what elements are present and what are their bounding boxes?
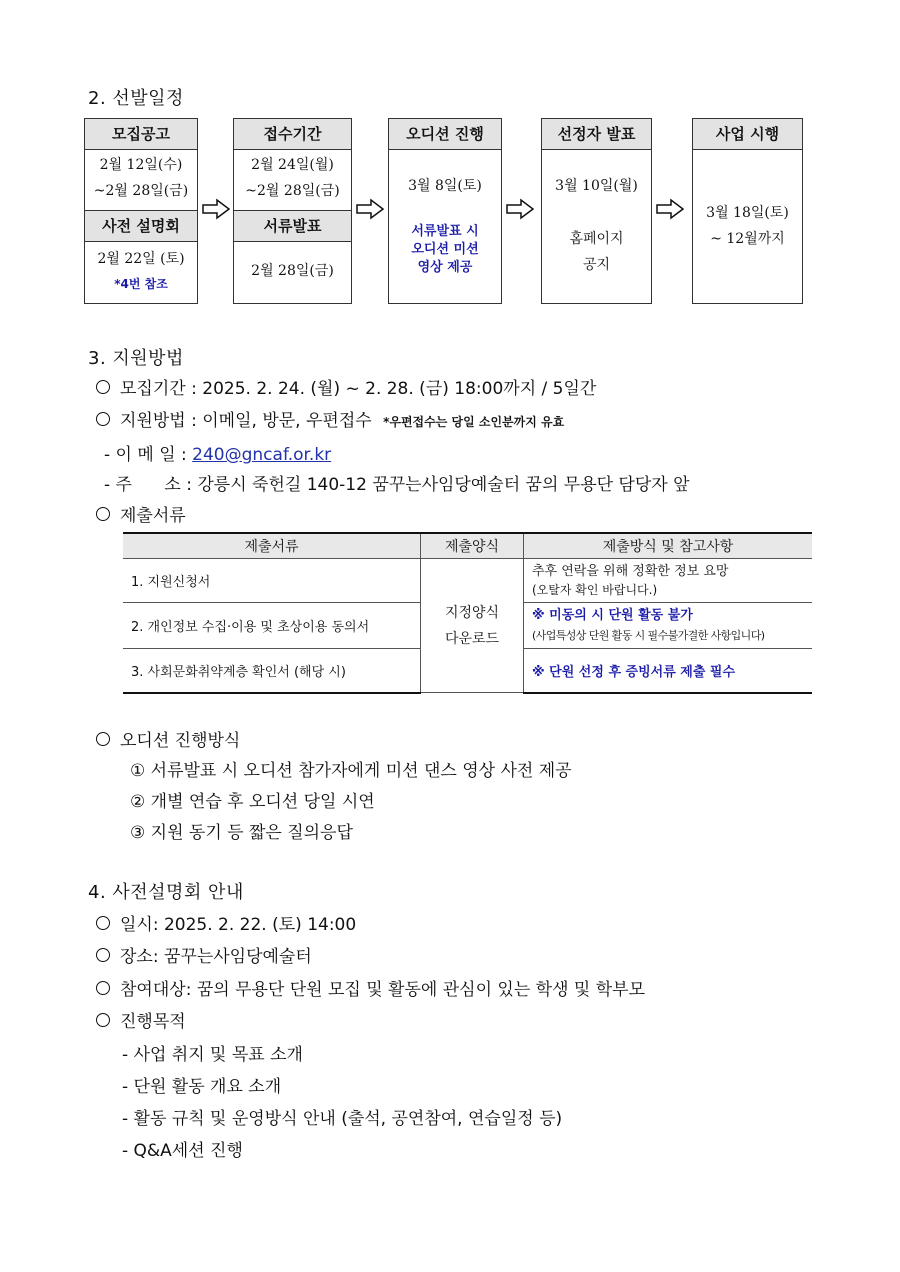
box-head: 모집공고 bbox=[85, 119, 197, 150]
info-row bbox=[96, 942, 312, 967]
box-line: ~ 12월까지 bbox=[710, 231, 785, 247]
address-value: 강릉시 죽헌길 140-12 꿈꾸는사임당예술터 꿈의 무용단 담당자 앞 bbox=[197, 475, 690, 495]
audition-item: ① 서류발표 시 오디션 참가자에게 미션 댄스 영상 사전 제공 bbox=[130, 761, 572, 781]
doc-name: 1. 지원신청서 bbox=[123, 559, 421, 603]
box-line: 2월 24일(월) bbox=[251, 157, 334, 173]
notes-cell bbox=[524, 649, 813, 693]
purpose-item: - Q&A세션 진행 bbox=[122, 1141, 243, 1161]
schedule-box-announcement bbox=[541, 118, 652, 304]
purpose-item: - 사업 취지 및 목표 소개 bbox=[122, 1045, 303, 1065]
address-label: - 주 소 bbox=[104, 475, 181, 495]
info-row bbox=[96, 975, 645, 1000]
table-header: 제출서류 bbox=[123, 533, 421, 559]
box-line: ~2월 28일(금) bbox=[93, 183, 189, 199]
form-line: 지정양식 bbox=[444, 604, 500, 621]
note-line: 추후 연락을 위해 정확한 정보 요망 bbox=[532, 563, 729, 579]
period-row: 모집기간 : 2025. 2. 24. (월) ~ 2. 28. (금) 18:00까지 / 5일간 bbox=[96, 374, 596, 399]
box-line: ~2월 28일(금) bbox=[245, 183, 340, 199]
schedule-box-audition bbox=[388, 118, 502, 304]
right-arrow-icon bbox=[506, 198, 534, 220]
right-arrow-icon bbox=[202, 198, 230, 220]
table-row bbox=[123, 559, 812, 603]
info-text: 참여대상: 꿈의 무용단 단원 모집 및 활동에 관심이 있는 학생 및 학부모 bbox=[120, 980, 645, 1000]
info-text: 진행목적 bbox=[120, 1012, 186, 1032]
box-line: 홈페이지 bbox=[569, 231, 624, 247]
circle-bullet-icon bbox=[96, 732, 110, 746]
box-head: 오디션 진행 bbox=[389, 119, 501, 150]
form-cell bbox=[421, 559, 524, 693]
box-head: 접수기간 bbox=[234, 119, 351, 150]
schedule-box-reception bbox=[233, 118, 352, 304]
box-line: 2월 28일(금) bbox=[251, 263, 334, 279]
method-row: 지원방법 : 이메일, 방문, 우편접수 *우편접수는 당일 소인분까지 유효 bbox=[96, 406, 564, 431]
section-3-title: 3. 지원방법 bbox=[88, 348, 184, 369]
docs-row bbox=[96, 501, 186, 526]
documents-table bbox=[123, 532, 812, 694]
box-line: 공지 bbox=[582, 257, 611, 273]
email-label: - 이 메 일 bbox=[104, 445, 176, 465]
address-row: - 주 소 : 강릉시 죽헌길 140-12 꿈꾸는사임당예술터 꿈의 무용단 담당자 앞 bbox=[104, 475, 690, 495]
table-header-row bbox=[123, 533, 812, 559]
circle-bullet-icon bbox=[96, 412, 110, 426]
section-2-title: 2. 선발일정 bbox=[88, 88, 184, 109]
section-4-title: 4. 사전설명회 안내 bbox=[88, 882, 244, 903]
email-link[interactable]: 240@gncaf.or.kr bbox=[192, 445, 332, 465]
note-line: ※ 미동의 시 단원 활동 불가 bbox=[532, 607, 693, 623]
period-value: 2025. 2. 24. (월) ~ 2. 28. (금) 18:00까지 / 5일간 bbox=[202, 379, 597, 399]
box-note: 영상 제공 bbox=[417, 260, 473, 275]
info-row bbox=[96, 1007, 186, 1032]
info-text: 장소: 꿈꾸는사임당예술터 bbox=[120, 947, 312, 967]
box-sub-head: 사전 설명회 bbox=[85, 210, 197, 242]
box-head: 사업 시행 bbox=[693, 119, 802, 150]
method-label: 지원방법 bbox=[120, 411, 186, 431]
audition-item: ③ 지원 동기 등 짧은 질의응답 bbox=[130, 823, 353, 843]
audition-label: 오디션 진행방식 bbox=[120, 731, 241, 751]
note-line: (오탈자 확인 바랍니다.) bbox=[532, 582, 658, 597]
circle-bullet-icon bbox=[96, 948, 110, 962]
box-note: 서류발표 시 bbox=[411, 224, 479, 239]
note-line: (사업특성상 단원 활동 시 필수불가결한 사항입니다) bbox=[532, 628, 765, 642]
box-note: *4번 참조 bbox=[114, 277, 168, 291]
purpose-item: - 활동 규칙 및 운영방식 안내 (출석, 공연참여, 연습일정 등) bbox=[122, 1109, 563, 1129]
box-line: 2월 12일(수) bbox=[99, 157, 183, 173]
method-note: *우편접수는 당일 소인분까지 유효 bbox=[383, 415, 565, 429]
email-row: - 이 메 일 : 240@gncaf.or.kr bbox=[104, 445, 332, 465]
docs-label: 제출서류 bbox=[120, 506, 186, 526]
schedule-box-recruit bbox=[84, 118, 198, 304]
box-head: 선정자 발표 bbox=[542, 119, 651, 150]
audition-item: ② 개별 연습 후 오디션 당일 시연 bbox=[130, 792, 375, 812]
note-line: ※ 단원 선정 후 증빙서류 제출 필수 bbox=[532, 664, 736, 680]
circle-bullet-icon bbox=[96, 1013, 110, 1027]
info-row bbox=[96, 910, 356, 935]
circle-bullet-icon bbox=[96, 507, 110, 521]
method-value: 이메일, 방문, 우편접수 bbox=[202, 411, 372, 431]
box-line: 3월 18일(토) bbox=[706, 205, 789, 221]
box-line: 2월 22일 (토) bbox=[97, 251, 185, 267]
form-line: 다운로드 bbox=[444, 630, 500, 647]
box-note: 오디션 미션 bbox=[411, 242, 479, 257]
table-header: 제출양식 bbox=[421, 533, 524, 559]
right-arrow-icon bbox=[656, 198, 684, 220]
doc-name: 2. 개인정보 수집·이용 및 초상이용 동의서 bbox=[123, 603, 421, 649]
box-line: 3월 8일(토) bbox=[408, 178, 482, 194]
notes-cell bbox=[524, 603, 813, 649]
info-text: 일시: 2025. 2. 22. (토) 14:00 bbox=[120, 915, 357, 935]
period-label: 모집기간 bbox=[120, 379, 186, 399]
right-arrow-icon bbox=[356, 198, 384, 220]
circle-bullet-icon bbox=[96, 916, 110, 930]
circle-bullet-icon bbox=[96, 981, 110, 995]
table-header: 제출방식 및 참고사항 bbox=[524, 533, 813, 559]
box-line: 3월 10일(월) bbox=[555, 178, 638, 194]
audition-row bbox=[96, 726, 240, 751]
box-sub-head: 서류발표 bbox=[234, 210, 351, 242]
schedule-box-execution bbox=[692, 118, 803, 304]
circle-bullet-icon bbox=[96, 380, 110, 394]
notes-cell bbox=[524, 559, 813, 603]
purpose-item: - 단원 활동 개요 소개 bbox=[122, 1077, 282, 1097]
doc-name: 3. 사회문화취약계층 확인서 (해당 시) bbox=[123, 649, 421, 693]
